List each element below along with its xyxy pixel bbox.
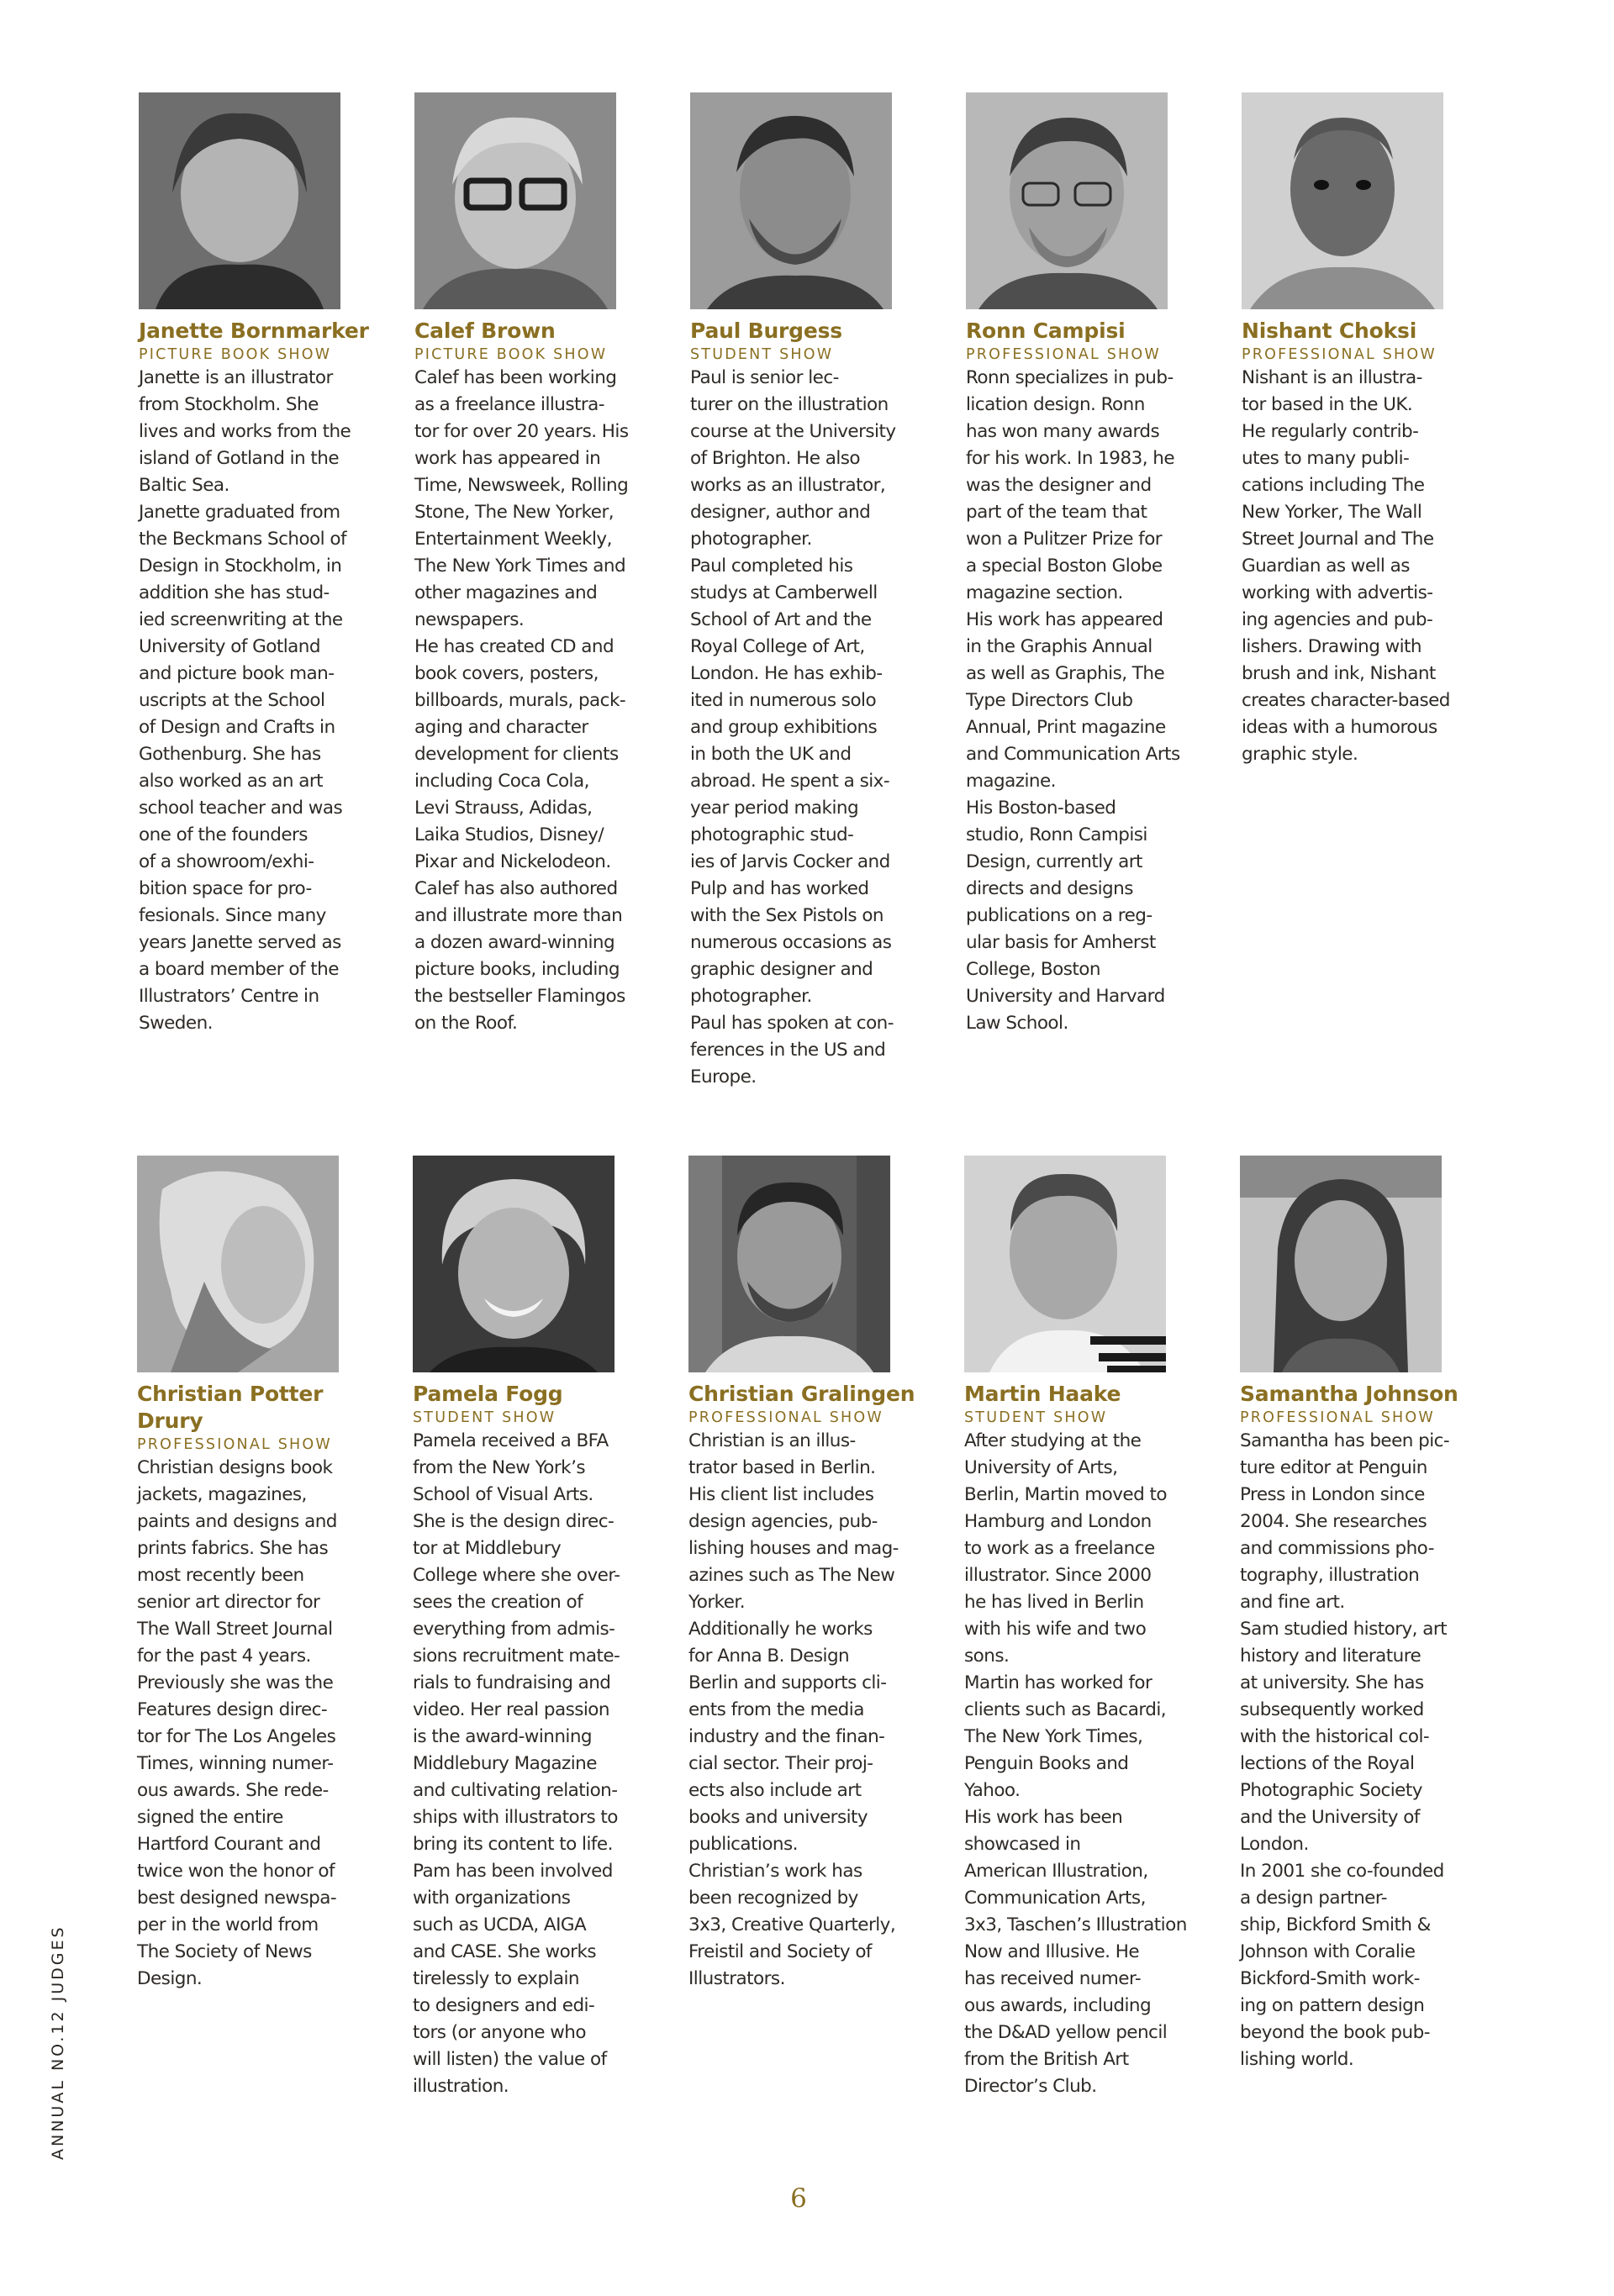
- judge-card-paul-burgess: [690, 92, 924, 1091]
- judge-name: Christian Potter Drury: [137, 1382, 324, 1433]
- judge-name: Janette Bornmarker: [139, 319, 369, 343]
- judge-show: PROFESSIONAL SHOW: [966, 346, 1161, 363]
- judge-show: STUDENT SHOW: [964, 1409, 1108, 1426]
- judge-show: PROFESSIONAL SHOW: [1242, 346, 1437, 363]
- judge-photo: [966, 92, 1168, 309]
- judge-photo: [1240, 1156, 1442, 1372]
- portrait-photo-icon: [414, 92, 616, 309]
- judge-name: Ronn Campisi: [966, 319, 1126, 343]
- judge-show: PROFESSIONAL SHOW: [137, 1436, 332, 1453]
- judge-show: PROFESSIONAL SHOW: [688, 1409, 883, 1426]
- judge-card-calef-brown: [414, 92, 648, 1037]
- judge-show: PICTURE BOOK SHOW: [414, 346, 608, 363]
- judge-photo: [964, 1156, 1166, 1372]
- judge-show: PICTURE BOOK SHOW: [139, 346, 332, 363]
- judge-name: Martin Haake: [964, 1382, 1121, 1406]
- portrait-photo-icon: [137, 1156, 339, 1372]
- judge-photo: [1242, 92, 1443, 309]
- judge-card-nishant-choksi: [1242, 92, 1475, 768]
- judge-name: Calef Brown: [414, 319, 556, 343]
- judge-photo: [139, 92, 340, 309]
- judge-name: Christian Gralingen: [688, 1382, 915, 1406]
- judge-photo: [413, 1156, 614, 1372]
- page-number: 6: [790, 2183, 807, 2214]
- portrait-photo-icon: [966, 92, 1168, 309]
- portrait-photo-icon: [964, 1156, 1166, 1372]
- portrait-photo-icon: [1242, 92, 1443, 309]
- portrait-photo-icon: [688, 1156, 890, 1372]
- judge-bio: Calef has been working as a freelance illustra- tor for over 20 years. His work has appeared in Time, Newsweek, Rolling Stone, The New Yorker, Entertainment Weekly, The New York Times and other magazines and newspapers. He has created CD and book covers, posters, billboards, murals, pack- aging and character development for clients including Coca Cola, Levi Strauss, Adidas, Laika Studios, Disney/ Pixar and Nickelodeon. Calef has also authored and illustrate more than a dozen award-winning picture books, including the bestseller Flamingos on the Roof.: [414, 367, 629, 1034]
- judge-card-pamela-fogg: [413, 1156, 646, 2100]
- portrait-photo-icon: [413, 1156, 614, 1372]
- judge-bio: Christian is an illus- trator based in Berlin. His client list includes design agencies, pub- lishing houses and mag- azines such as The New Yorker. Additionally he works for Anna B. Design Berlin and supports cli- ents from the media industry and the finan- cial sector. Their proj- ects also include art books and university publications. Christian’s work has been recognized by 3x3, Creative Quarterly, Freistil and Society of Illustrators.: [688, 1430, 899, 1989]
- judge-bio: Pamela received a BFA from the New York’s School of Visual Arts. She is the design direc- tor at Middlebury College where she over- sees the creation of everything from admis- sions recruitment mate- rials to fundraising and video. Her real passion is the award-winning Middlebury Magazine and cultivating relation- ships with illustrators to bring its content to life. Pam has been involved with organizations such as UCDA, AIGA and CASE. She works tirelessly to explain to designers and edi- tors (or anyone who will listen) the value of illustration.: [413, 1430, 620, 2097]
- judge-card-samantha-johnson: [1240, 1156, 1474, 2073]
- judge-show: STUDENT SHOW: [413, 1409, 556, 1426]
- judge-bio: Christian designs book jackets, magazines, paints and designs and prints fabrics. She has most recently been senior art director for The Wall Street Journal for the past 4 years. Previously she was the Features design direc- tor for The Los Angeles Times, winning numer- ous awards. She rede- signed the entire Hartford Courant and twice won the honor of best designed newspa- per in the world from The Society of News Design.: [137, 1457, 337, 1989]
- judge-card-christian-gralingen: [688, 1156, 922, 1993]
- judge-bio: Paul is senior lec- turer on the illustration course at the University of Brighton. He also works as an illustrator, designer, author and photographer. Paul completed his studys at Camberwell School of Art and the Royal College of Art, London. He has exhib- ited in numerous solo and group exhibitions in both the UK and abroad. He spent a six- year period making photographic stud- ies of Jarvis Cocker and Pulp and has worked with the Sex Pistols on numerous occasions as graphic designer and photographer. Paul has spoken at con- ferences in the US and Europe.: [690, 367, 896, 1087]
- judge-bio: Nishant is an illustra- tor based in the UK. He regularly contrib- utes to many publi- cations including The New Yorker, The Wall Street Journal and The Guardian as well as working with advertis- ing agencies and pub- lishers. Drawing with brush and ink, Nishant creates character-based ideas with a humorous graphic style.: [1242, 367, 1450, 765]
- judge-show: STUDENT SHOW: [690, 346, 834, 363]
- portrait-photo-icon: [139, 92, 340, 309]
- judge-show: PROFESSIONAL SHOW: [1240, 1409, 1435, 1426]
- judge-card-christian-potter-drury: [137, 1156, 371, 1993]
- judge-photo: [414, 92, 616, 309]
- judge-name: Paul Burgess: [690, 319, 842, 343]
- portrait-photo-icon: [1240, 1156, 1442, 1372]
- judge-card-martin-haake: [964, 1156, 1198, 2100]
- sidebar-section-label: ANNUAL NO.12 JUDGES: [49, 1925, 67, 2160]
- judge-name: Pamela Fogg: [413, 1382, 563, 1406]
- judge-photo: [690, 92, 892, 309]
- judge-bio: Samantha has been pic- ture editor at Penguin Press in London since 2004. She researches and commissions pho- tography, illustration and fine art. Sam studied history, art history and literature at university. She has subsequently worked with the historical col- lections of the Royal Photographic Society and the University of London. In 2001 she co-founded a design partner- ship, Bickford Smith & Johnson with Coralie Bickford-Smith work- ing on pattern design beyond the book pub- lishing world.: [1240, 1430, 1450, 2070]
- judge-bio: Janette is an illustrator from Stockholm. She lives and works from the island of Gotland in the Baltic Sea. Janette graduated from the Beckmans School of Design in Stockholm, in addition she has stud- ied screenwriting at the University of Gotland and picture book man- uscripts at the School of Design and Crafts in Gothenburg. She has also worked as an art school teacher and was one of the founders of a showroom/exhi- bition space for pro- fesionals. Since many years Janette served as a board member of the Illustrators’ Centre in Sweden.: [139, 367, 351, 1034]
- judge-card-ronn-campisi: [966, 92, 1200, 1037]
- judge-photo: [137, 1156, 339, 1372]
- judge-card-janette-bornmarker: [139, 92, 372, 1037]
- portrait-photo-icon: [690, 92, 892, 309]
- judge-bio: After studying at the University of Arts, Berlin, Martin moved to Hamburg and London to work as a freelance illustrator. Since 2000 he has lived in Berlin with his wife and two sons. Martin has worked for clients such as Bacardi, The New York Times, Penguin Books and Yahoo. His work has been showcased in American Illustration, Communication Arts, 3x3, Taschen’s Illustration Now and Illusive. He has received numer- ous awards, including the D&AD yellow pencil from the British Art Director’s Club.: [964, 1430, 1187, 2097]
- judge-name: Samantha Johnson: [1240, 1382, 1458, 1406]
- judge-bio: Ronn specializes in pub- lication design. Ronn has won many awards for his work. In 1983, he was the designer and part of the team that won a Pulitzer Prize for a special Boston Globe magazine section. His work has appeared in the Graphis Annual as well as Graphis, The Type Directors Club Annual, Print magazine and Communication Arts magazine. His Boston-based studio, Ronn Campisi Design, currently art directs and designs publications on a reg- ular basis for Amherst College, Boston University and Harvard Law School.: [966, 367, 1180, 1034]
- judge-photo: [688, 1156, 890, 1372]
- judge-name: Nishant Choksi: [1242, 319, 1417, 343]
